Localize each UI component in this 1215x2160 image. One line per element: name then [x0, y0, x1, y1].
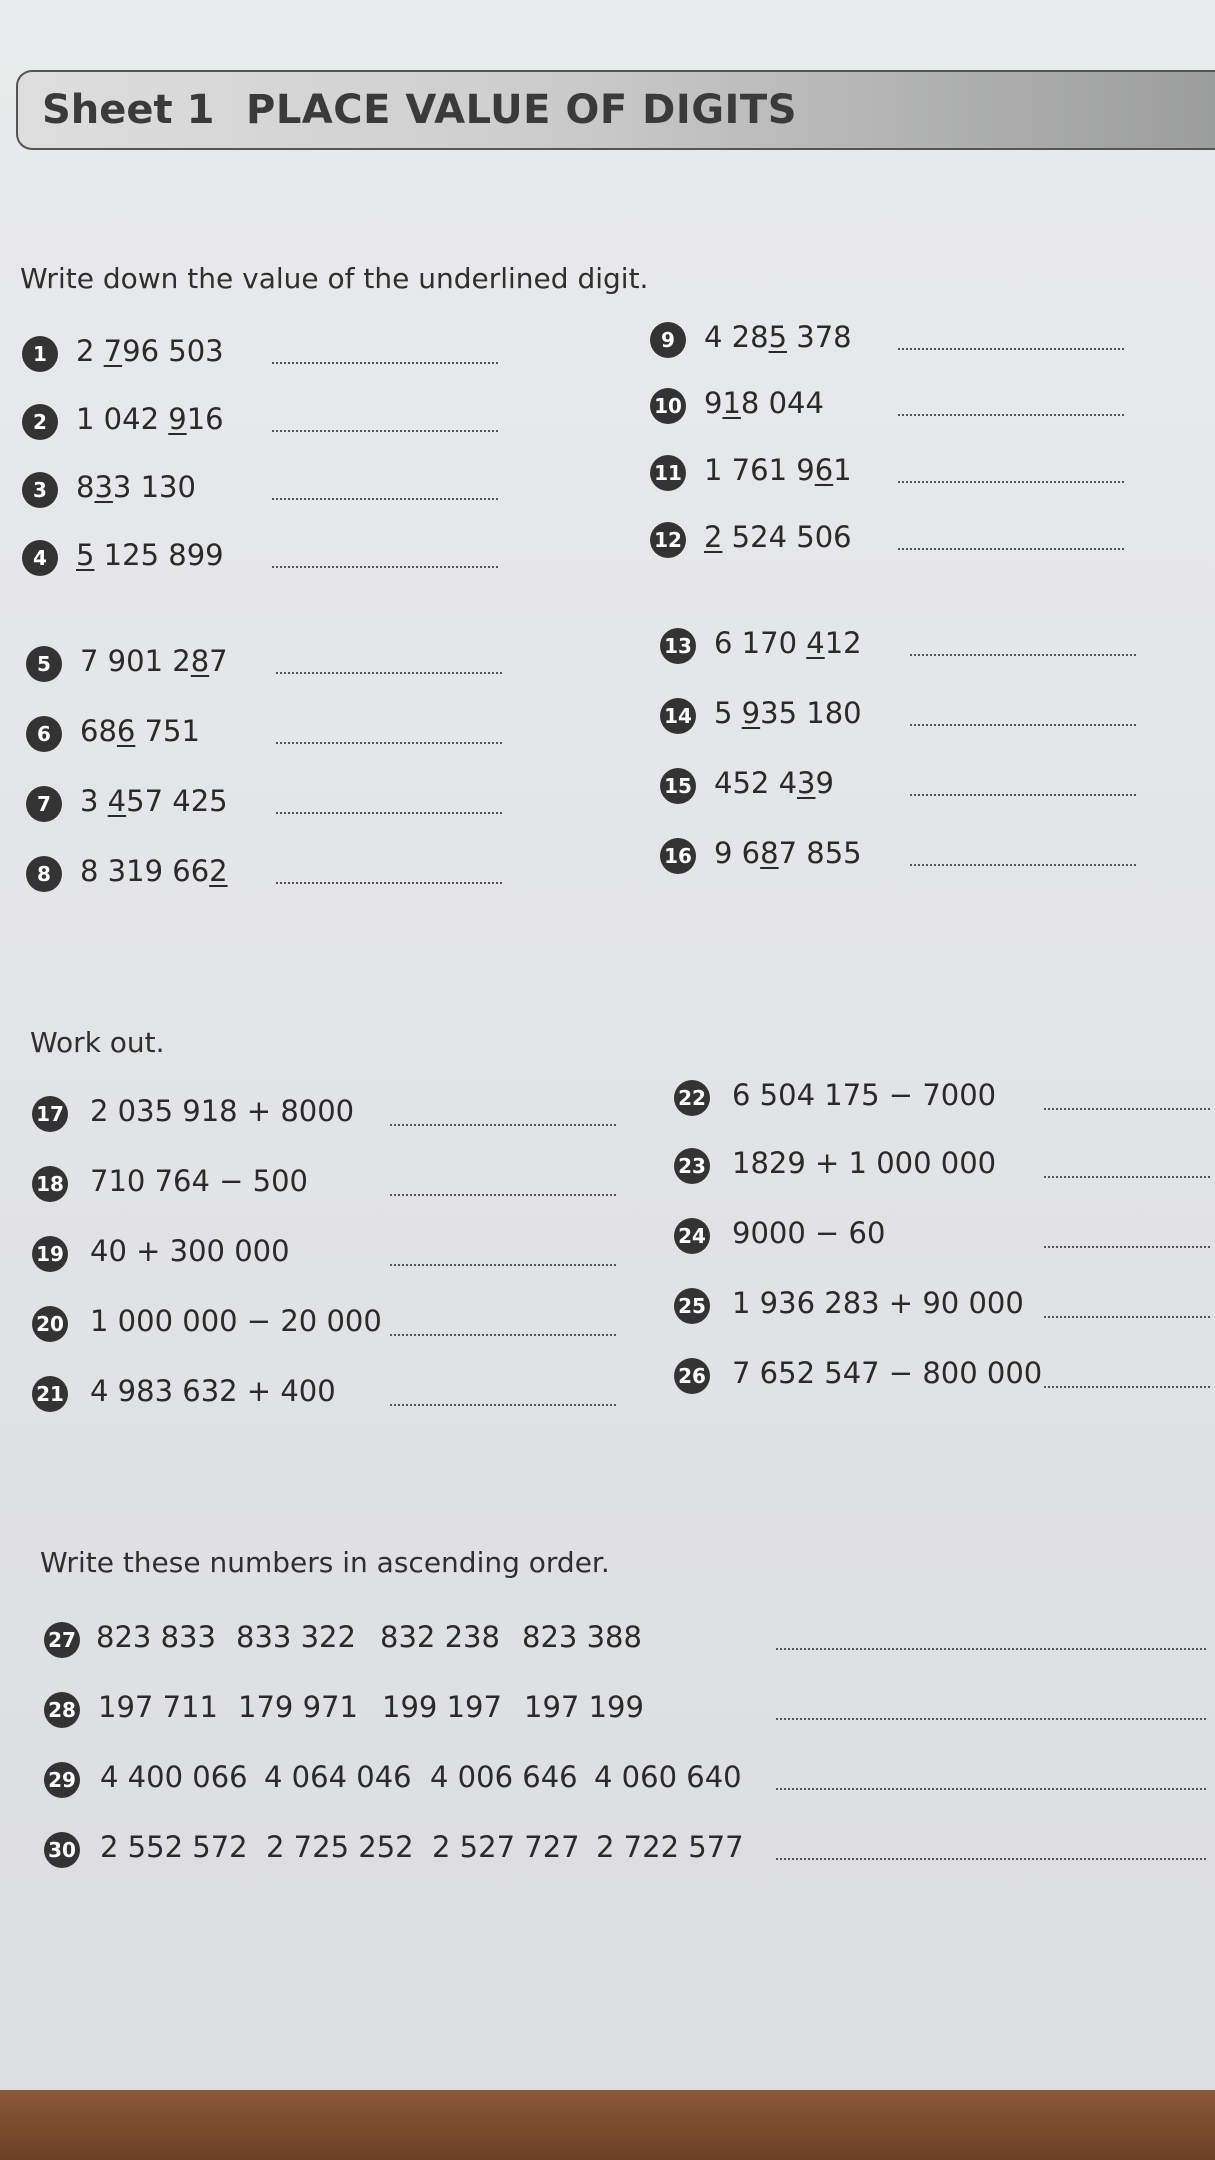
- number-part: 7 901 2: [80, 644, 191, 678]
- question-number-badge: 30: [44, 1832, 80, 1868]
- underlined-number: [80, 784, 228, 818]
- number-part: 8: [76, 470, 95, 504]
- underlined-number: [714, 696, 862, 730]
- number-to-order: 179 971: [238, 1690, 358, 1724]
- underlined-digit: 4: [806, 626, 825, 660]
- answer-line[interactable]: [390, 1404, 616, 1406]
- answer-line[interactable]: [390, 1124, 616, 1126]
- answer-line[interactable]: [910, 864, 1136, 866]
- number-part: 3 130: [112, 470, 196, 504]
- instruction-underlined-digit: Write down the value of the underlined digit.: [20, 262, 649, 295]
- underlined-number: [704, 520, 852, 554]
- arithmetic-expression: 6 504 175 − 7000: [732, 1078, 997, 1112]
- answer-line[interactable]: [272, 362, 498, 364]
- page-title: PLACE VALUE OF DIGITS: [246, 87, 798, 133]
- underlined-number: [714, 626, 862, 660]
- question-number-badge: 6: [26, 716, 62, 752]
- underlined-number: [704, 453, 852, 487]
- number-part: 1 761 9: [704, 453, 815, 487]
- underlined-digit: 4: [107, 784, 127, 818]
- number-part: 9: [704, 386, 723, 420]
- question-number-badge: 5: [26, 646, 62, 682]
- number-part: 2: [76, 334, 104, 368]
- number-part: 378: [787, 320, 852, 354]
- underlined-digit: 6: [116, 714, 136, 748]
- number-part: 96 503: [122, 334, 224, 368]
- number-part: 524 506: [722, 520, 852, 554]
- answer-line[interactable]: [776, 1718, 1206, 1720]
- underlined-digit: 7: [103, 334, 123, 368]
- question-number-badge: 20: [32, 1306, 68, 1342]
- underlined-digit: 3: [94, 470, 113, 504]
- instruction-ascending-order: Write these numbers in ascending order.: [40, 1546, 610, 1579]
- underlined-digit: 8: [760, 836, 779, 870]
- underlined-number: [80, 714, 200, 748]
- number-to-order: 832 238: [380, 1620, 500, 1654]
- number-to-order: 833 322: [236, 1620, 356, 1654]
- question-number-badge: 9: [650, 322, 686, 358]
- underlined-digit: 8: [190, 644, 210, 678]
- number-part: 9 6: [714, 836, 761, 870]
- underlined-number: [704, 320, 852, 354]
- underlined-number: [76, 538, 224, 572]
- answer-line[interactable]: [1044, 1316, 1210, 1318]
- number-to-order: 4 064 046: [264, 1760, 412, 1794]
- underlined-digit: 2: [209, 854, 228, 888]
- answer-line[interactable]: [1044, 1246, 1210, 1248]
- number-part: 8 044: [740, 386, 824, 420]
- question-number-badge: 21: [32, 1376, 68, 1412]
- number-to-order: 197 711: [98, 1690, 218, 1724]
- question-number-badge: 25: [674, 1288, 710, 1324]
- number-part: 452 4: [714, 766, 798, 800]
- underlined-number: [714, 836, 862, 870]
- underlined-number: [76, 334, 224, 368]
- number-to-order: 823 833: [96, 1620, 216, 1654]
- answer-line[interactable]: [776, 1858, 1206, 1860]
- number-part: 12: [824, 626, 862, 660]
- question-number-badge: 18: [32, 1166, 68, 1202]
- underlined-digit: 9: [168, 402, 187, 436]
- underlined-number: [714, 766, 834, 800]
- arithmetic-expression: 2 035 918 + 8000: [90, 1094, 355, 1128]
- answer-line[interactable]: [910, 654, 1136, 656]
- answer-line[interactable]: [390, 1264, 616, 1266]
- answer-line[interactable]: [1044, 1108, 1210, 1110]
- answer-line[interactable]: [898, 348, 1124, 350]
- question-number-badge: 2: [22, 404, 58, 440]
- number-to-order: 199 197: [382, 1690, 502, 1724]
- number-to-order: 2 527 727: [432, 1830, 580, 1864]
- number-part: 7: [209, 644, 228, 678]
- arithmetic-expression: 9000 − 60: [732, 1216, 886, 1250]
- answer-line[interactable]: [898, 548, 1124, 550]
- answer-line[interactable]: [776, 1788, 1206, 1790]
- number-part: 16: [186, 402, 224, 436]
- arithmetic-expression: 7 652 547 − 800 000: [732, 1356, 1043, 1390]
- question-number-badge: 11: [650, 455, 686, 491]
- number-part: 751: [135, 714, 200, 748]
- underlined-digit: 2: [704, 520, 723, 554]
- number-part: 1 042: [76, 402, 169, 436]
- arithmetic-expression: 40 + 300 000: [90, 1234, 290, 1268]
- underlined-digit: 9: [741, 696, 761, 730]
- answer-line[interactable]: [898, 414, 1124, 416]
- number-to-order: 4 060 640: [594, 1760, 742, 1794]
- instruction-work-out: Work out.: [30, 1026, 165, 1059]
- arithmetic-expression: 1 936 283 + 90 000: [732, 1286, 1024, 1320]
- answer-line[interactable]: [1044, 1176, 1210, 1178]
- answer-line[interactable]: [276, 882, 502, 884]
- question-number-badge: 28: [44, 1692, 80, 1728]
- question-number-badge: 17: [32, 1096, 68, 1132]
- answer-line[interactable]: [1044, 1386, 1210, 1388]
- question-number-badge: 8: [26, 856, 62, 892]
- number-part: 3: [80, 784, 108, 818]
- number-to-order: 823 388: [522, 1620, 642, 1654]
- question-number-badge: 10: [650, 388, 686, 424]
- number-to-order: 197 199: [524, 1690, 644, 1724]
- number-part: 8 319 66: [80, 854, 210, 888]
- number-part: 7 855: [778, 836, 862, 870]
- number-part: 35 180: [760, 696, 862, 730]
- underlined-number: [80, 854, 228, 888]
- question-number-badge: 14: [660, 698, 696, 734]
- underlined-number: [704, 386, 824, 420]
- underlined-digit: 6: [814, 453, 834, 487]
- answer-line[interactable]: [276, 742, 502, 744]
- answer-line[interactable]: [272, 498, 498, 500]
- question-number-badge: 27: [44, 1622, 80, 1658]
- underlined-number: [76, 402, 224, 436]
- number-part: 125 899: [94, 538, 224, 572]
- number-part: 5: [714, 696, 742, 730]
- arithmetic-expression: 4 983 632 + 400: [90, 1374, 336, 1408]
- answer-line[interactable]: [898, 481, 1124, 483]
- number-part: 6 170: [714, 626, 807, 660]
- question-number-badge: 1: [22, 336, 58, 372]
- answer-line[interactable]: [910, 794, 1136, 796]
- answer-line[interactable]: [390, 1194, 616, 1196]
- underlined-digit: 5: [768, 320, 788, 354]
- number-part: 1: [833, 453, 852, 487]
- answer-line[interactable]: [910, 724, 1136, 726]
- answer-line[interactable]: [272, 566, 498, 568]
- answer-line[interactable]: [276, 812, 502, 814]
- sheet-label: Sheet 1: [42, 87, 215, 133]
- question-number-badge: 16: [660, 838, 696, 874]
- question-number-badge: 23: [674, 1148, 710, 1184]
- question-number-badge: 19: [32, 1236, 68, 1272]
- arithmetic-expression: 1829 + 1 000 000: [732, 1146, 997, 1180]
- number-to-order: 2 725 252: [266, 1830, 414, 1864]
- underlined-number: [80, 644, 228, 678]
- question-number-badge: 24: [674, 1218, 710, 1254]
- question-number-badge: 12: [650, 522, 686, 558]
- underlined-digit: 5: [76, 538, 95, 572]
- answer-line[interactable]: [390, 1334, 616, 1336]
- number-part: 4 28: [704, 320, 769, 354]
- number-to-order: 4 400 066: [100, 1760, 248, 1794]
- underlined-digit: 3: [797, 766, 816, 800]
- answer-line[interactable]: [776, 1648, 1206, 1650]
- question-number-badge: 7: [26, 786, 62, 822]
- arithmetic-expression: 1 000 000 − 20 000: [90, 1304, 382, 1338]
- question-number-badge: 26: [674, 1358, 710, 1394]
- number-part: 68: [80, 714, 117, 748]
- answer-line[interactable]: [272, 430, 498, 432]
- question-number-badge: 3: [22, 472, 58, 508]
- number-part: 9: [815, 766, 834, 800]
- underlined-digit: 1: [722, 386, 741, 420]
- table-surface: [0, 2090, 1215, 2160]
- number-part: 57 425: [126, 784, 228, 818]
- question-number-badge: 29: [44, 1762, 80, 1798]
- question-number-badge: 13: [660, 628, 696, 664]
- question-number-badge: 4: [22, 540, 58, 576]
- question-number-badge: 15: [660, 768, 696, 804]
- question-number-badge: 22: [674, 1080, 710, 1116]
- title-banner: [16, 70, 1215, 150]
- number-to-order: 2 552 572: [100, 1830, 248, 1864]
- underlined-number: [76, 470, 196, 504]
- number-to-order: 4 006 646: [430, 1760, 578, 1794]
- arithmetic-expression: 710 764 − 500: [90, 1164, 309, 1198]
- answer-line[interactable]: [276, 672, 502, 674]
- number-to-order: 2 722 577: [596, 1830, 744, 1864]
